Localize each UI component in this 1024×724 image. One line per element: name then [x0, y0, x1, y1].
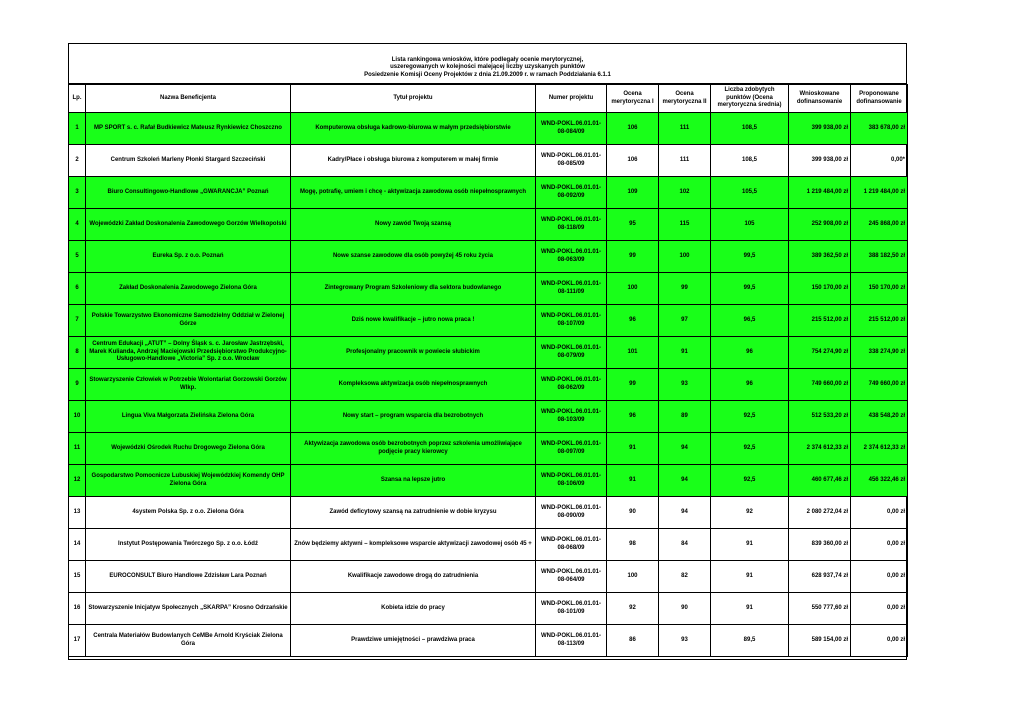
header-wnioskowane: Wnioskowane dofinansowanie	[789, 85, 851, 113]
cell-proponowane: 388 182,50 zł	[851, 241, 908, 273]
cell-numer: WND-POKL.06.01.01-08-097/09	[536, 433, 607, 465]
cell-proponowane: 0,00 zł	[851, 561, 908, 593]
cell-beneficjent: Centrala Materiałów Budowlanych CeMBe Arnold Kryściak Zielona Góra	[86, 625, 291, 657]
cell-numer: WND-POKL.06.01.01-08-062/09	[536, 369, 607, 401]
table-body	[69, 113, 908, 657]
caption-line-3: Posiedzenie Komisji Oceny Projektów z dnia 21.09.2009 r. w ramach Poddziałania 6.1.1	[364, 71, 611, 78]
cell-proponowane: 150 170,00 zł	[851, 273, 908, 305]
cell-ocena-1: 86	[607, 625, 659, 657]
cell-proponowane: 0,00*	[851, 145, 908, 177]
cell-tytul: Prawdziwe umiejętności – prawdziwa praca	[291, 625, 536, 657]
cell-lp: 16	[69, 593, 86, 625]
cell-beneficjent: Instytut Postępowania Twórczego Sp. z o.o. Łódź	[86, 529, 291, 561]
cell-proponowane: 749 660,00 zł	[851, 369, 908, 401]
cell-wnioskowane: 150 170,00 zł	[789, 273, 851, 305]
cell-proponowane: 0,00 zł	[851, 529, 908, 561]
header-beneficjent: Nazwa Beneficjenta	[86, 85, 291, 113]
cell-tytul: Nowe szanse zawodowe dla osób powyżej 45 roku życia	[291, 241, 536, 273]
cell-beneficjent: Wojewódzki Ośrodek Ruchu Drogowego Zielona Góra	[86, 433, 291, 465]
cell-wnioskowane: 749 660,00 zł	[789, 369, 851, 401]
table-row	[69, 529, 908, 561]
cell-wnioskowane: 839 360,00 zł	[789, 529, 851, 561]
cell-ocena-1: 91	[607, 465, 659, 497]
header-proponowane: Proponowane dofinansowanie	[851, 85, 908, 113]
header-ocena-2: Ocena merytoryczna II	[659, 85, 711, 113]
cell-numer: WND-POKL.06.01.01-08-101/09	[536, 593, 607, 625]
cell-liczba-punktow: 96	[711, 337, 789, 369]
cell-lp: 13	[69, 497, 86, 529]
cell-numer: WND-POKL.06.01.01-08-118/09	[536, 209, 607, 241]
header-row	[69, 85, 908, 113]
cell-numer: WND-POKL.06.01.01-08-079/09	[536, 337, 607, 369]
cell-liczba-punktow: 92	[711, 497, 789, 529]
cell-ocena-1: 98	[607, 529, 659, 561]
cell-liczba-punktow: 89,5	[711, 625, 789, 657]
cell-beneficjent: Wojewódzki Zakład Doskonalenia Zawodowego Gorzów Wielkopolski	[86, 209, 291, 241]
cell-ocena-2: 97	[659, 305, 711, 337]
cell-ocena-2: 94	[659, 465, 711, 497]
cell-liczba-punktow: 92,5	[711, 433, 789, 465]
cell-numer: WND-POKL.06.01.01-08-113/09	[536, 625, 607, 657]
cell-beneficjent: EUROCONSULT Biuro Handlowe Zdzisław Lara Poznań	[86, 561, 291, 593]
cell-liczba-punktow: 96,5	[711, 305, 789, 337]
cell-numer: WND-POKL.06.01.01-08-084/09	[536, 113, 607, 145]
cell-numer: WND-POKL.06.01.01-08-063/09	[536, 241, 607, 273]
cell-wnioskowane: 252 908,00 zł	[789, 209, 851, 241]
cell-ocena-2: 99	[659, 273, 711, 305]
cell-liczba-punktow: 91	[711, 561, 789, 593]
cell-liczba-punktow: 105,5	[711, 177, 789, 209]
cell-tytul: Znów będziemy aktywni – kompleksowe wsparcie aktywizacji zawodowej osób 45 +	[291, 529, 536, 561]
cell-lp: 9	[69, 369, 86, 401]
cell-wnioskowane: 2 374 612,33 zł	[789, 433, 851, 465]
cell-ocena-1: 100	[607, 273, 659, 305]
cell-wnioskowane: 399 938,00 zł	[789, 145, 851, 177]
table-row	[69, 401, 908, 433]
table-row	[69, 273, 908, 305]
cell-tytul: Nowy start – program wsparcia dla bezrobotnych	[291, 401, 536, 433]
cell-liczba-punktow: 99,5	[711, 241, 789, 273]
cell-numer: WND-POKL.06.01.01-08-106/09	[536, 465, 607, 497]
cell-wnioskowane: 389 362,50 zł	[789, 241, 851, 273]
cell-numer: WND-POKL.06.01.01-08-085/09	[536, 145, 607, 177]
cell-ocena-1: 106	[607, 145, 659, 177]
cell-ocena-1: 90	[607, 497, 659, 529]
cell-proponowane: 438 548,20 zł	[851, 401, 908, 433]
cell-ocena-2: 94	[659, 433, 711, 465]
cell-lp: 17	[69, 625, 86, 657]
cell-proponowane: 2 374 612,33 zł	[851, 433, 908, 465]
table-row	[69, 369, 908, 401]
cell-liczba-punktow: 105	[711, 209, 789, 241]
cell-liczba-punktow: 91	[711, 593, 789, 625]
cell-beneficjent: Centrum Szkoleń Marleny Płonki Stargard Szczeciński	[86, 145, 291, 177]
cell-tytul: Komputerowa obsługa kadrowo-biurowa w małym przedsiębiorstwie	[291, 113, 536, 145]
cell-lp: 6	[69, 273, 86, 305]
cell-ocena-2: 91	[659, 337, 711, 369]
cell-numer: WND-POKL.06.01.01-08-090/09	[536, 497, 607, 529]
cell-tytul: Nowy zawód Twoją szansą	[291, 209, 536, 241]
cell-tytul: Zintegrowany Program Szkoleniowy dla sektora budowlanego	[291, 273, 536, 305]
cell-beneficjent: Stowarzyszenie Człowiek w Potrzebie Wolontariat Gorzowski Gorzów Wlkp.	[86, 369, 291, 401]
cell-liczba-punktow: 96	[711, 369, 789, 401]
cell-beneficjent: Eureka Sp. z o.o. Poznań	[86, 241, 291, 273]
cell-beneficjent: Centrum Edukacji „ATUT” – Dolny Śląsk s. c. Jarosław Jastrzębski, Marek Kulianda, Andrzej Maciejowski Przedsiębiorstwo Produkcyjno-Usługowo-Handlowe „Victoria” Sp. z o.o. Wrocław	[86, 337, 291, 369]
header-lp: Lp.	[69, 85, 86, 113]
cell-wnioskowane: 399 938,00 zł	[789, 113, 851, 145]
cell-ocena-2: 93	[659, 625, 711, 657]
cell-lp: 8	[69, 337, 86, 369]
cell-beneficjent: Zakład Doskonalenia Zawodowego Zielona Góra	[86, 273, 291, 305]
cell-ocena-1: 96	[607, 305, 659, 337]
cell-proponowane: 0,00 zł	[851, 593, 908, 625]
table-row	[69, 241, 908, 273]
cell-wnioskowane: 589 154,00 zł	[789, 625, 851, 657]
cell-beneficjent: Stowarzyszenie Inicjatyw Społecznych „SKARPA” Krosno Odrzańskie	[86, 593, 291, 625]
cell-tytul: Mogę, potrafię, umiem i chcę - aktywizacja zawodowa osób niepełnosprawnych	[291, 177, 536, 209]
cell-ocena-2: 89	[659, 401, 711, 433]
table-row	[69, 433, 908, 465]
cell-beneficjent: 4system Polska Sp. z o.o. Zielona Góra	[86, 497, 291, 529]
table-row	[69, 209, 908, 241]
cell-proponowane: 215 512,00 zł	[851, 305, 908, 337]
cell-tytul: Dziś nowe kwalifikacje – jutro nowa praca !	[291, 305, 536, 337]
cell-liczba-punktow: 99,5	[711, 273, 789, 305]
cell-beneficjent: Gospodarstwo Pomocnicze Lubuskiej Wojewódzkiej Komendy OHP Zielona Góra	[86, 465, 291, 497]
cell-lp: 12	[69, 465, 86, 497]
cell-liczba-punktow: 92,5	[711, 401, 789, 433]
cell-wnioskowane: 628 937,74 zł	[789, 561, 851, 593]
table-caption	[69, 44, 906, 84]
cell-ocena-2: 93	[659, 369, 711, 401]
cell-ocena-2: 115	[659, 209, 711, 241]
cell-lp: 3	[69, 177, 86, 209]
cell-proponowane: 1 219 484,00 zł	[851, 177, 908, 209]
cell-ocena-1: 99	[607, 241, 659, 273]
table-row	[69, 593, 908, 625]
cell-beneficjent: Lingua Viva Małgorzata Zielińska Zielona Góra	[86, 401, 291, 433]
table-row	[69, 145, 908, 177]
cell-numer: WND-POKL.06.01.01-08-064/09	[536, 561, 607, 593]
header-liczba-punktow: Liczba zdobytych punktów (Ocena merytoryczna średnia)	[711, 85, 789, 113]
cell-ocena-1: 92	[607, 593, 659, 625]
cell-tytul: Profesjonalny pracownik w powiecie słubickim	[291, 337, 536, 369]
cell-wnioskowane: 215 512,00 zł	[789, 305, 851, 337]
cell-tytul: Zawód deficytowy szansą na zatrudnienie w dobie kryzysu	[291, 497, 536, 529]
cell-proponowane: 0,00 zł	[851, 497, 908, 529]
header-numer: Numer projektu	[536, 85, 607, 113]
cell-lp: 2	[69, 145, 86, 177]
cell-beneficjent: MP SPORT s. c. Rafał Budkiewicz Mateusz Rynkiewicz Choszczno	[86, 113, 291, 145]
cell-ocena-2: 102	[659, 177, 711, 209]
table-row	[69, 625, 908, 657]
cell-ocena-2: 100	[659, 241, 711, 273]
cell-lp: 15	[69, 561, 86, 593]
cell-ocena-1: 100	[607, 561, 659, 593]
cell-proponowane: 456 322,46 zł	[851, 465, 908, 497]
ranking-sheet	[68, 43, 907, 660]
cell-ocena-2: 111	[659, 113, 711, 145]
header-tytul: Tytuł projektu	[291, 85, 536, 113]
cell-proponowane: 338 274,90 zł	[851, 337, 908, 369]
cell-wnioskowane: 512 533,20 zł	[789, 401, 851, 433]
cell-lp: 7	[69, 305, 86, 337]
cell-ocena-1: 101	[607, 337, 659, 369]
cell-wnioskowane: 1 219 484,00 zł	[789, 177, 851, 209]
cell-numer: WND-POKL.06.01.01-08-068/09	[536, 529, 607, 561]
cell-lp: 5	[69, 241, 86, 273]
header-ocena-1: Ocena merytoryczna I	[607, 85, 659, 113]
cell-ocena-1: 106	[607, 113, 659, 145]
cell-tytul: Kobieta idzie do pracy	[291, 593, 536, 625]
table-row	[69, 177, 908, 209]
cell-numer: WND-POKL.06.01.01-08-107/09	[536, 305, 607, 337]
cell-ocena-2: 90	[659, 593, 711, 625]
cell-proponowane: 383 678,00 zł	[851, 113, 908, 145]
cell-lp: 1	[69, 113, 86, 145]
cell-numer: WND-POKL.06.01.01-08-092/09	[536, 177, 607, 209]
cell-numer: WND-POKL.06.01.01-08-111/09	[536, 273, 607, 305]
cell-tytul: Kompleksowa aktywizacja osób niepełnosprawnych	[291, 369, 536, 401]
cell-tytul: Kadry/Płace i obsługa biurowa z komputerem w małej firmie	[291, 145, 536, 177]
cell-wnioskowane: 550 777,60 zł	[789, 593, 851, 625]
cell-wnioskowane: 754 274,90 zł	[789, 337, 851, 369]
table-row	[69, 561, 908, 593]
cell-liczba-punktow: 91	[711, 529, 789, 561]
caption-line-1: Lista rankingowa wniosków, które podlegały ocenie merytorycznej,	[391, 56, 584, 63]
cell-beneficjent: Polskie Towarzystwo Ekonomiczne Samodzielny Oddział w Zielonej Górze	[86, 305, 291, 337]
cell-ocena-2: 94	[659, 497, 711, 529]
cell-tytul: Szansa na lepsze jutro	[291, 465, 536, 497]
cell-liczba-punktow: 92,5	[711, 465, 789, 497]
cell-lp: 11	[69, 433, 86, 465]
cell-liczba-punktow: 108,5	[711, 145, 789, 177]
table-row	[69, 465, 908, 497]
cell-numer: WND-POKL.06.01.01-08-103/09	[536, 401, 607, 433]
cell-wnioskowane: 2 080 272,04 zł	[789, 497, 851, 529]
cell-lp: 14	[69, 529, 86, 561]
table-row	[69, 305, 908, 337]
cell-beneficjent: Biuro Consultingowo-Handlowe „GWARANCJA” Poznań	[86, 177, 291, 209]
cell-liczba-punktow: 108,5	[711, 113, 789, 145]
cell-ocena-1: 95	[607, 209, 659, 241]
cell-ocena-1: 109	[607, 177, 659, 209]
cell-proponowane: 245 868,00 zł	[851, 209, 908, 241]
table-row	[69, 337, 908, 369]
cell-proponowane: 0,00 zł	[851, 625, 908, 657]
cell-ocena-1: 96	[607, 401, 659, 433]
cell-ocena-2: 82	[659, 561, 711, 593]
cell-ocena-1: 99	[607, 369, 659, 401]
cell-lp: 10	[69, 401, 86, 433]
cell-ocena-2: 84	[659, 529, 711, 561]
cell-ocena-2: 111	[659, 145, 711, 177]
cell-lp: 4	[69, 209, 86, 241]
table-row	[69, 113, 908, 145]
ranking-table	[68, 84, 908, 657]
cell-ocena-1: 91	[607, 433, 659, 465]
cell-wnioskowane: 460 677,46 zł	[789, 465, 851, 497]
cell-tytul: Kwalifikacje zawodowe drogą do zatrudnienia	[291, 561, 536, 593]
cell-tytul: Aktywizacja zawodowa osób bezrobotnych poprzez szkolenia umożliwiające podjęcie pracy kierowcy	[291, 433, 536, 465]
table-row	[69, 497, 908, 529]
caption-line-2: uszeregowanych w kolejności malejącej liczby uzyskanych punktów	[390, 64, 585, 70]
